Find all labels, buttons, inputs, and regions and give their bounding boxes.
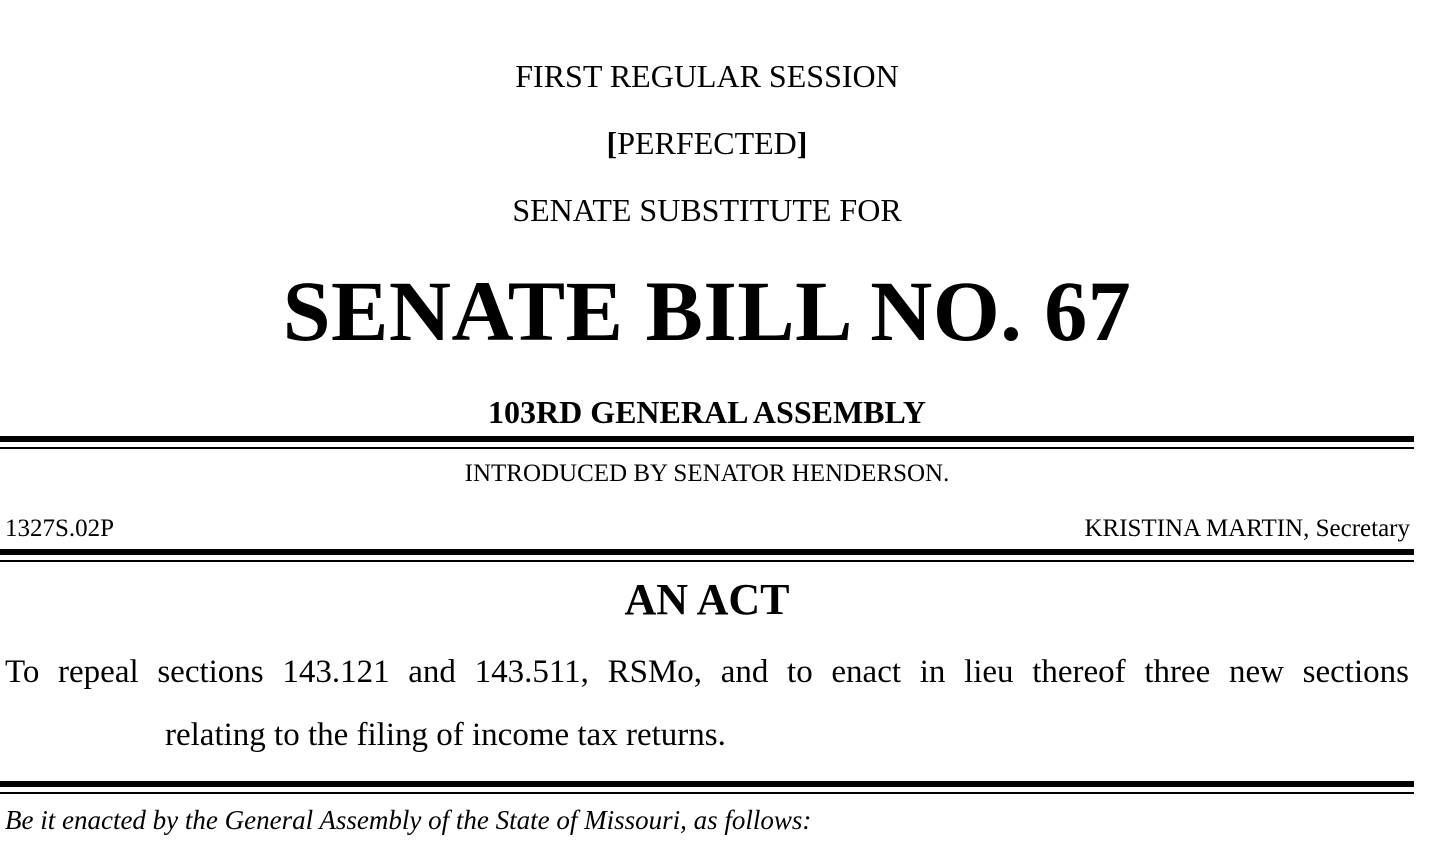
enacting-clause: Be it enacted by the General Assembly of the State of Missouri, as follows:	[5, 805, 812, 835]
act-description-line-2: relating to the filing of income tax returns.	[165, 717, 726, 753]
status-text: PERFECTED	[617, 125, 797, 161]
status-open-bracket: [	[606, 125, 618, 161]
secretary-name: KRISTINA MARTIN, Secretary	[1084, 515, 1410, 542]
divider-thin	[0, 792, 1414, 794]
divider-thin	[0, 560, 1414, 562]
status-close-bracket: ]	[796, 125, 808, 161]
bill-status	[0, 125, 1414, 161]
divider-thick	[0, 436, 1414, 442]
assembly-label: 103RD GENERAL ASSEMBLY	[487, 394, 927, 430]
divider-thin	[0, 447, 1414, 449]
substitute-label: SENATE SUBSTITUTE FOR	[512, 192, 902, 228]
bill-code: 1327S.02P	[5, 515, 115, 542]
introduced-by: INTRODUCED BY SENATOR HENDERSON.	[464, 460, 950, 487]
act-heading: AN ACT	[624, 575, 790, 624]
act-description-line-1: To repeal sections 143.121 and 143.511, RSMo, and to enact in lieu thereof three new sections	[5, 654, 1409, 690]
bill-title: SENATE BILL NO. 67	[282, 263, 1132, 359]
divider-thick	[0, 549, 1414, 555]
session-label: FIRST REGULAR SESSION	[515, 58, 899, 94]
divider-thick	[0, 781, 1414, 787]
